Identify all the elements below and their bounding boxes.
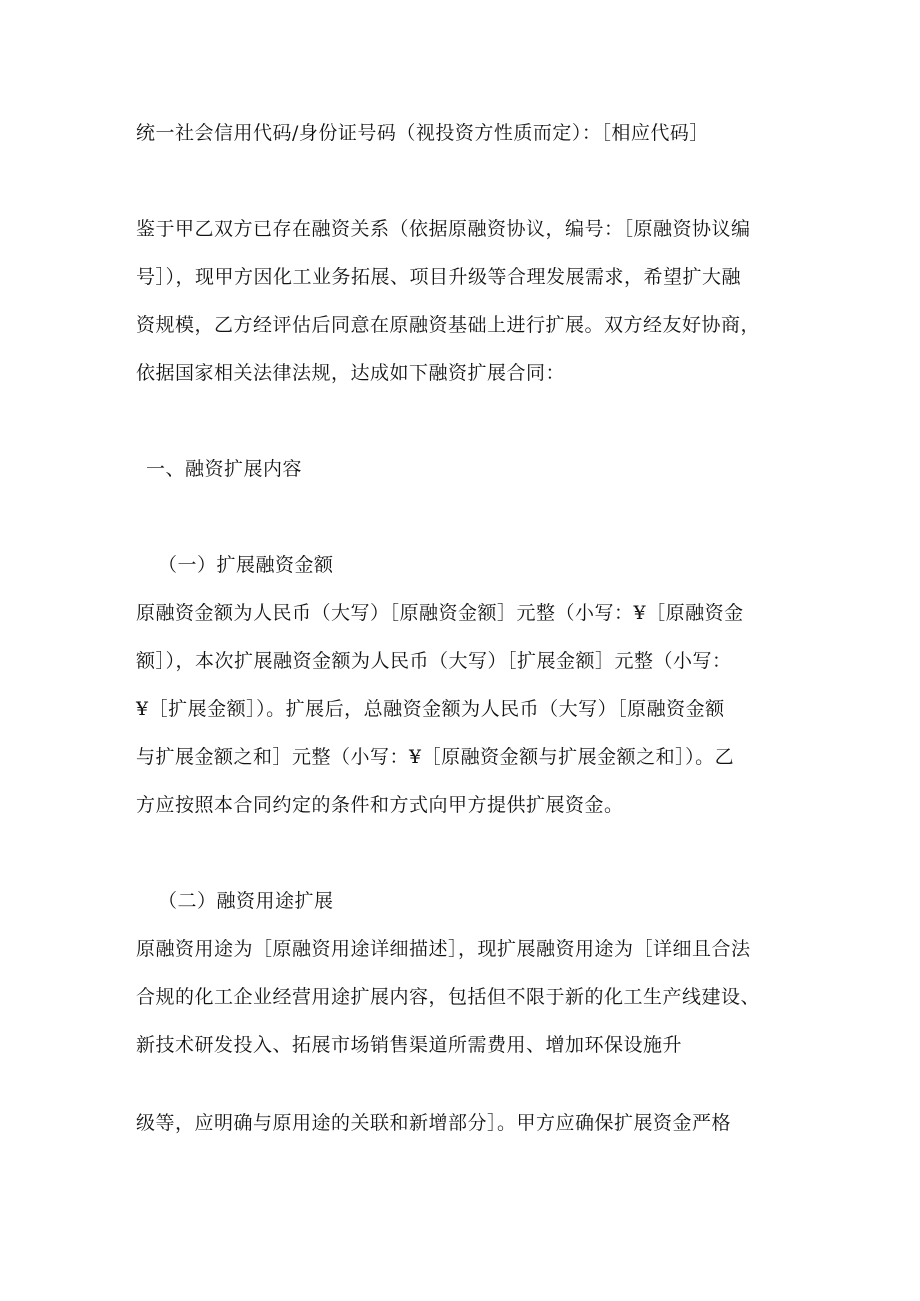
subsection-1-line-4: 与扩展金额之和］元整（小写：¥［原融资金额与扩展金额之和］）。乙: [136, 746, 735, 768]
subsection-2-line-4: 级等，应明确与原用途的关联和新增部分］。甲方应确保扩展资金严格: [136, 1112, 732, 1134]
preamble-line-4: 依据国家相关法律法规，达成如下融资扩展合同：: [136, 362, 566, 384]
credit-code-line: 统一社会信用代码/身份证号码（视投资方性质而定）：［相应代码］: [136, 122, 709, 144]
preamble-line-1: 鉴于甲乙双方已存在融资关系（依据原融资协议，编号：［原融资协议编: [136, 218, 751, 240]
subsection-2-title: （二）融资用途扩展: [158, 890, 334, 912]
subsection-1-line-5: 方应按照本合同约定的条件和方式向甲方提供扩展资金。: [136, 794, 624, 816]
subsection-1-title: （一）扩展融资金额: [158, 554, 334, 576]
subsection-1-line-1: 原融资金额为人民币（大写）［原融资金额］元整（小写：¥［原融资金: [136, 602, 744, 624]
subsection-1-line-2: 额］），本次扩展融资金额为人民币（大写）［扩展金额］元整（小写：: [136, 650, 732, 672]
subsection-2-line-1: 原融资用途为［原融资用途详细描述］，现扩展融资用途为［详细且合法: [136, 938, 751, 960]
subsection-1-line-3: ¥［扩展金额］）。扩展后，总融资金额为人民币（大写）［原融资金额: [136, 698, 725, 720]
preamble-line-2: 号］），现甲方因化工业务拓展、项目升级等合理发展需求，希望扩大融: [136, 266, 742, 288]
subsection-2-line-2: 合规的化工企业经营用途扩展内容，包括但不限于新的化工生产线建设、: [136, 986, 761, 1008]
preamble-line-3: 资规模，乙方经评估后同意在原融资基础上进行扩展。双方经友好协商，: [136, 314, 761, 336]
section-1-title: 一、融资扩展内容: [146, 458, 303, 480]
subsection-2-line-3: 新技术研发投入、拓展市场销售渠道所需费用、增加环保设施升: [136, 1034, 683, 1056]
